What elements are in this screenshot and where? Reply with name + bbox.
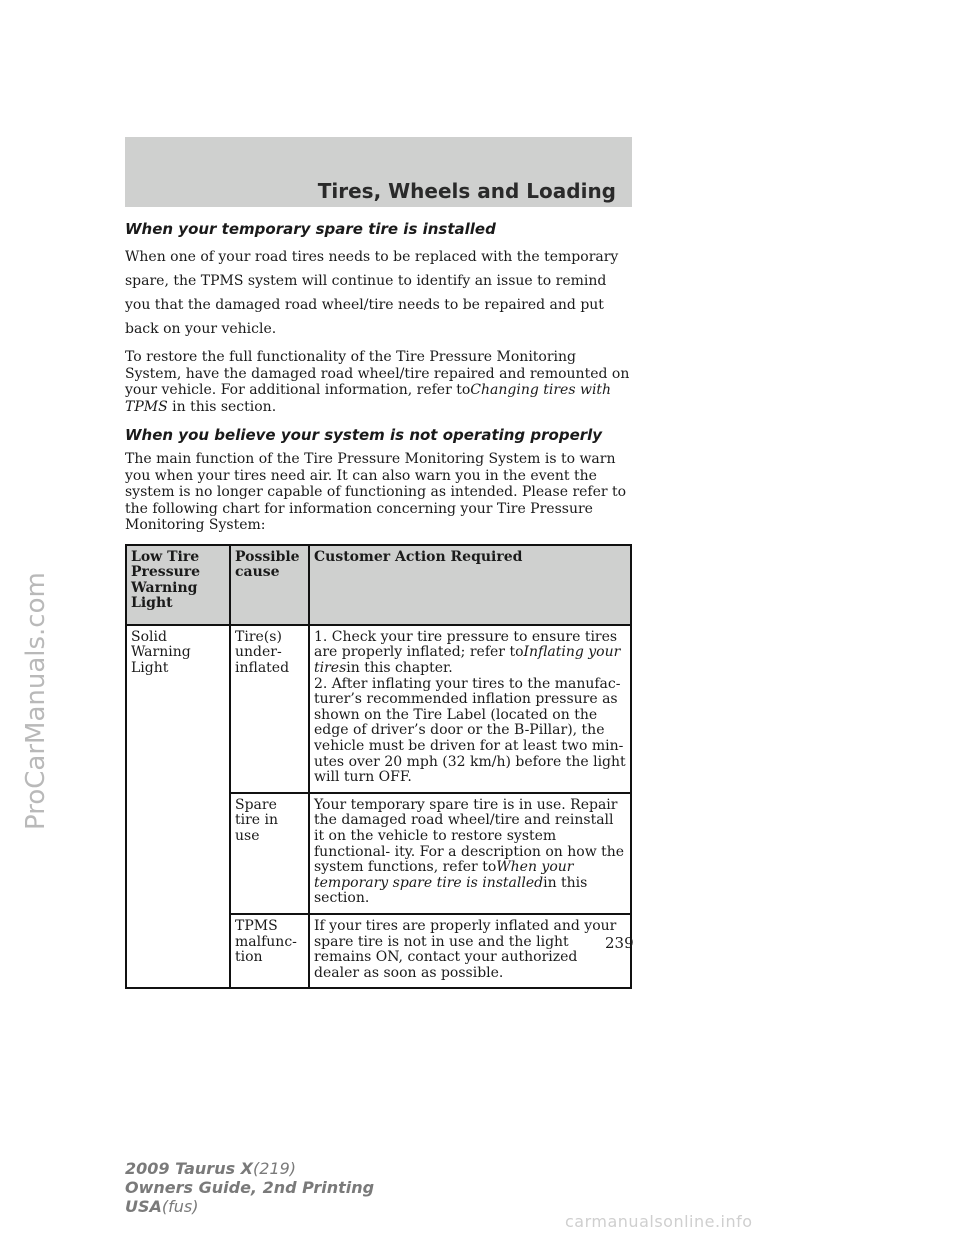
- section-heading-spare: When your temporary spare tire is installed: [125, 220, 496, 238]
- cause-cell: Tire(s) under- inflated: [230, 625, 309, 793]
- paragraph-spare-2: [125, 349, 632, 415]
- action-cell: [309, 625, 631, 793]
- column-header: Low Tire Pressure Warning Light: [126, 545, 230, 625]
- footer-line: [125, 1159, 374, 1178]
- side-watermark-graphic: [14, 512, 54, 832]
- paragraph-text: in this section.: [172, 398, 277, 415]
- action-cell: If your tires are properly inflated and your spare tire is not in use and the light remains ON, contact your authorized dealer as soon as possible.: [309, 914, 631, 988]
- column-header: Possible cause: [230, 545, 309, 625]
- bottom-watermark: carmanualsonline.info: [565, 1212, 753, 1231]
- cause-cell: TPMS malfunc- tion: [230, 914, 309, 988]
- action-text: Your temporary spare tire is in use. Repair the damaged road wheel/tire and reinstall it on the vehicle to restore system functional- ity. For a description on how the system functions, refer to: [314, 796, 625, 876]
- paragraph-not-operating: The main function of the Tire Pressure Monitoring System is to warn you when your tires need air. It can also warn you in the event the system is no longer capable of functioning as intended. Please refer to the following chart for information concerning your Tire Pressure Monitoring System:: [125, 451, 627, 533]
- footer-market: USA: [125, 1197, 162, 1216]
- cross-reference-link[interactable]: When your temporary spare tire is installed: [314, 859, 574, 891]
- footer-code: (219): [253, 1159, 297, 1178]
- tpms-chart: [125, 544, 632, 990]
- footer-market-code: (fus): [161, 1197, 199, 1216]
- side-watermark-text: ProCarManuals.com: [21, 572, 51, 830]
- action-cell: [309, 793, 631, 914]
- document-footer: [125, 1159, 374, 1216]
- cross-reference-link[interactable]: Inflating your tires: [314, 644, 621, 677]
- side-watermark: [14, 512, 54, 832]
- warning-light-cell: Solid Warning Light: [126, 625, 230, 988]
- chapter-title: Tires, Wheels and Loading: [317, 179, 616, 203]
- footer-line: Owners Guide, 2nd Printing: [125, 1178, 375, 1197]
- chapter-header: [125, 137, 632, 207]
- table-row: [126, 625, 631, 793]
- section-heading-not-operating: When you believe your system is not operating properly: [125, 426, 603, 444]
- action-text: 2. After inflating your tires to the manufac- turer’s recommended inflation pressure as shown on the Tire Label (located on the edge of driver’s door or the B-Pillar), the vehicle must be driven for at least two min- utes over 20 mph (32 km/h) before the light will turn OFF.: [314, 675, 626, 786]
- page-content: [125, 219, 632, 989]
- cause-cell: Spare tire in use: [230, 793, 309, 914]
- action-text: in this section.: [314, 874, 588, 907]
- paragraph-spare-1: When one of your road tires needs to be replaced with the temporary spare, the TPMS system will continue to identify an issue to remind you that the damaged road wheel/tire needs to be repaired and put back on your vehicle.: [125, 249, 619, 337]
- action-text: 1. Check your tire pressure to ensure tires are properly inflated; refer to: [314, 628, 618, 661]
- column-header: Customer Action Required: [309, 545, 631, 625]
- paragraph-text: To restore the full functionality of the Tire Pressure Monitoring System, have the damaged road wheel/tire repaired and remounted on your vehicle. For additional information, refer to: [125, 349, 630, 398]
- footer-line: [125, 1197, 374, 1216]
- cross-reference-link[interactable]: Changing tires with TPMS: [125, 382, 612, 415]
- table-header-row: [126, 545, 631, 625]
- action-text: in this chapter.: [346, 660, 453, 677]
- footer-model: 2009 Taurus X: [125, 1159, 254, 1178]
- page-number: 239: [605, 934, 634, 952]
